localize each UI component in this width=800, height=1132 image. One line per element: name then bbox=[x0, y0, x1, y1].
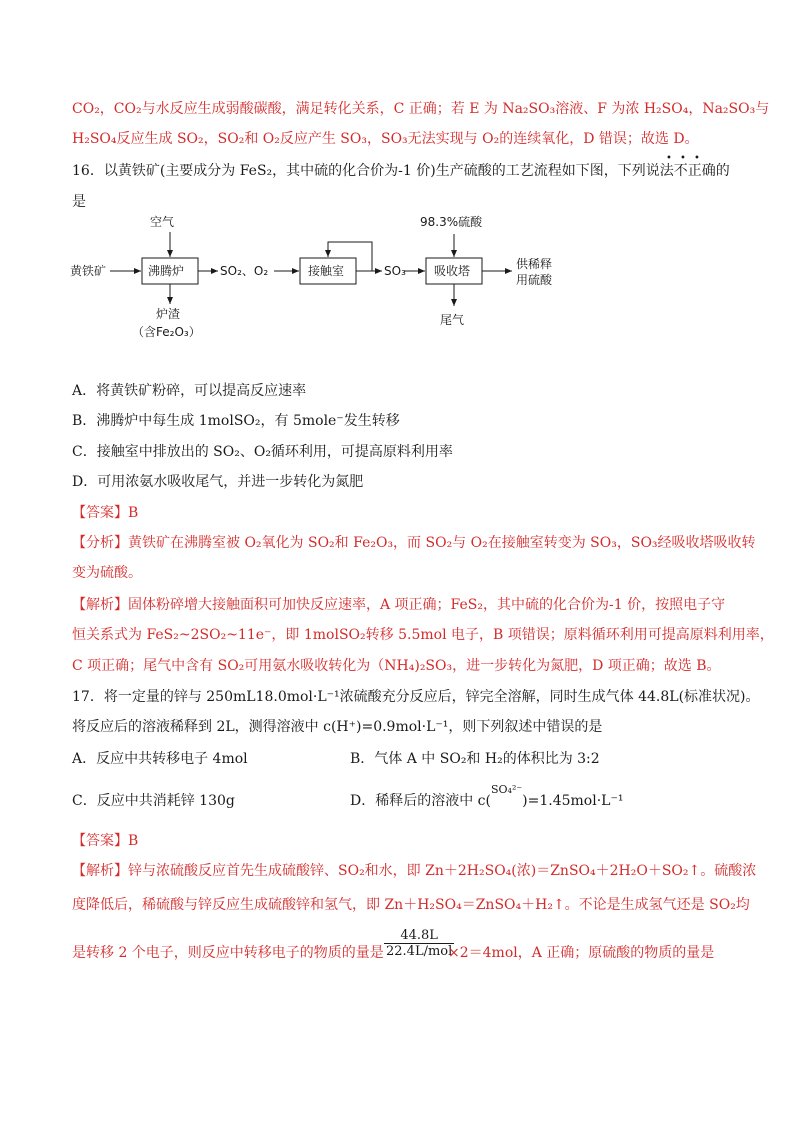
emphasis-dot: • bbox=[680, 153, 686, 164]
answer-tag: 【答案】 bbox=[72, 505, 128, 521]
slag-label: 炉渣 bbox=[156, 307, 181, 321]
q17-option-d bbox=[350, 783, 624, 811]
acid-label: 98.3%硫酸 bbox=[420, 215, 483, 229]
q17-explain-line-3-pre: 是转移 2 个电子，则反应中转移电子的物质的量是 bbox=[72, 945, 384, 961]
contact-label: 接触室 bbox=[308, 264, 345, 278]
air-label: 空气 bbox=[150, 215, 175, 229]
gases-label: SO₂、O₂ bbox=[220, 264, 269, 278]
q17-stem-line-1: 17．将一定量的锌与 250mL18.0mol·L⁻¹浓硫酸充分反应后，锌完全溶解，同时生成气体 44.8L(标准状况)。 bbox=[72, 689, 760, 705]
answer-tag: 【答案】 bbox=[72, 833, 128, 849]
tailgas-label: 尾气 bbox=[440, 313, 465, 327]
prev-solution-line-1: CO₂，CO₂与水反应生成弱酸碳酸，满足转化关系，C 正确；若 E 为 Na₂SO₃溶液、F 为浓 H₂SO₄，Na₂SO₃与 bbox=[72, 101, 770, 117]
answer-value: B bbox=[128, 505, 139, 521]
q17-stem-line-2: 将反应后的溶液稀释到 2L，测得溶液中 c(H⁺)=0.9mol·L⁻¹，则下列叙述中错误的是 bbox=[72, 719, 603, 735]
q17-answer bbox=[72, 832, 138, 850]
slag-note: （含Fe₂O₃） bbox=[132, 325, 201, 339]
analysis-tag: 【分析】 bbox=[72, 535, 128, 551]
output-label-1: 供稀释 bbox=[516, 257, 553, 271]
q16-option-c: C．接触室中排放出的 SO₂、O₂循环利用，可提高原料利用率 bbox=[72, 444, 453, 460]
fraction-denominator: 22.4L/mol bbox=[386, 944, 453, 959]
so3-label: SO₃ bbox=[384, 264, 406, 278]
emphasis-dot: • bbox=[666, 153, 672, 164]
q16-analysis-line-1 bbox=[72, 534, 756, 552]
explain-tag: 【解析】 bbox=[72, 597, 128, 613]
furnace-label: 沸腾炉 bbox=[148, 264, 185, 278]
answer-value: B bbox=[128, 833, 139, 849]
q16-stem-line-1: 16．以黄铁矿(主要成分为 FeS₂，其中硫的化合价为-1 价)生产硫酸的工艺流程如下图，下列说法不正确的 bbox=[72, 163, 730, 179]
q16-option-b: B．沸腾炉中每生成 1molSO₂，有 5mole⁻发生转移 bbox=[72, 413, 400, 429]
q16-explain-line-1 bbox=[72, 596, 725, 614]
process-flow-diagram bbox=[70, 212, 590, 352]
analysis-text: 黄铁矿在沸腾室被 O₂氧化为 SO₂和 Fe₂O₃，而 SO₂与 O₂在接触室转变为 SO₃，SO₃经吸收塔吸收转 bbox=[128, 535, 756, 551]
q17-option-c: C．反应中共消耗锌 130g bbox=[72, 793, 235, 809]
q16-explain-line-2: 恒关系式为 FeS₂~2SO₂~11e⁻，即 1molSO₂转移 5.5mol 电子，B 项错误；原料循环利用可提高原料利用率， bbox=[72, 627, 774, 643]
q16-analysis-line-2: 变为硫酸。 bbox=[72, 565, 142, 581]
emphasis-dot: • bbox=[694, 153, 700, 164]
q16-option-a: A．将黄铁矿粉碎，可以提高反应速率 bbox=[72, 383, 307, 399]
explain-text: 固体粉碎增大接触面积可加快反应速率，A 项正确；FeS₂，其中硫的化合价为-1 价，按照电子守 bbox=[128, 597, 726, 613]
option-d-prefix: D．稀释后的溶液中 c( bbox=[350, 793, 491, 809]
sulfate-ion: SO₄²⁻ bbox=[490, 783, 523, 796]
q16-answer bbox=[72, 504, 138, 522]
q16-explain-line-3: C 项正确；尾气中含有 SO₂可用氨水吸收转化为（NH₄)₂SO₃，进一步转化为氮肥，D 项正确；故选 B。 bbox=[72, 658, 721, 674]
absorber-label: 吸收塔 bbox=[434, 264, 471, 278]
q17-explain-line-2: 度降低后，稀硫酸与锌反应生成硫酸锌和氢气，即 Zn＋H₂SO₄＝ZnSO₄＋H₂↑。不论是生成氢气还是 SO₂均 bbox=[72, 897, 750, 913]
q17-option-b: B．气体 A 中 SO₂和 H₂的体积比为 3:2 bbox=[350, 751, 600, 767]
prev-solution-line-2: H₂SO₄反应生成 SO₂，SO₂和 O₂反应产生 SO₃，SO₃无法实现与 O₂的连续氧化，D 错误；故选 D。 bbox=[72, 131, 699, 147]
explain-text: 锌与浓硫酸反应首先生成硫酸锌、SO₂和水，即 Zn＋2H₂SO₄(浓)＝ZnSO₄＋2H₂O＋SO₂↑。硫酸浓 bbox=[128, 863, 757, 879]
fraction-numerator: 44.8L bbox=[384, 928, 454, 944]
pyrite-label: 黄铁矿 bbox=[70, 264, 107, 278]
q17-explain-line-1 bbox=[72, 862, 756, 880]
option-d-suffix: )=1.45mol·L⁻¹ bbox=[522, 793, 624, 809]
q16-stem-line-2: 是 bbox=[72, 194, 86, 210]
explain-tag: 【解析】 bbox=[72, 863, 128, 879]
q17-option-a: A．反应中共转移电子 4mol bbox=[72, 751, 248, 767]
q16-option-d: D．可用浓氨水吸收尾气，并进一步转化为氮肥 bbox=[72, 474, 364, 490]
q17-explain-line-3-post: ×2＝4mol，A 正确；原硫酸的物质的量是 bbox=[448, 945, 715, 961]
output-label-2: 用硫酸 bbox=[516, 273, 553, 287]
fraction bbox=[384, 928, 454, 959]
